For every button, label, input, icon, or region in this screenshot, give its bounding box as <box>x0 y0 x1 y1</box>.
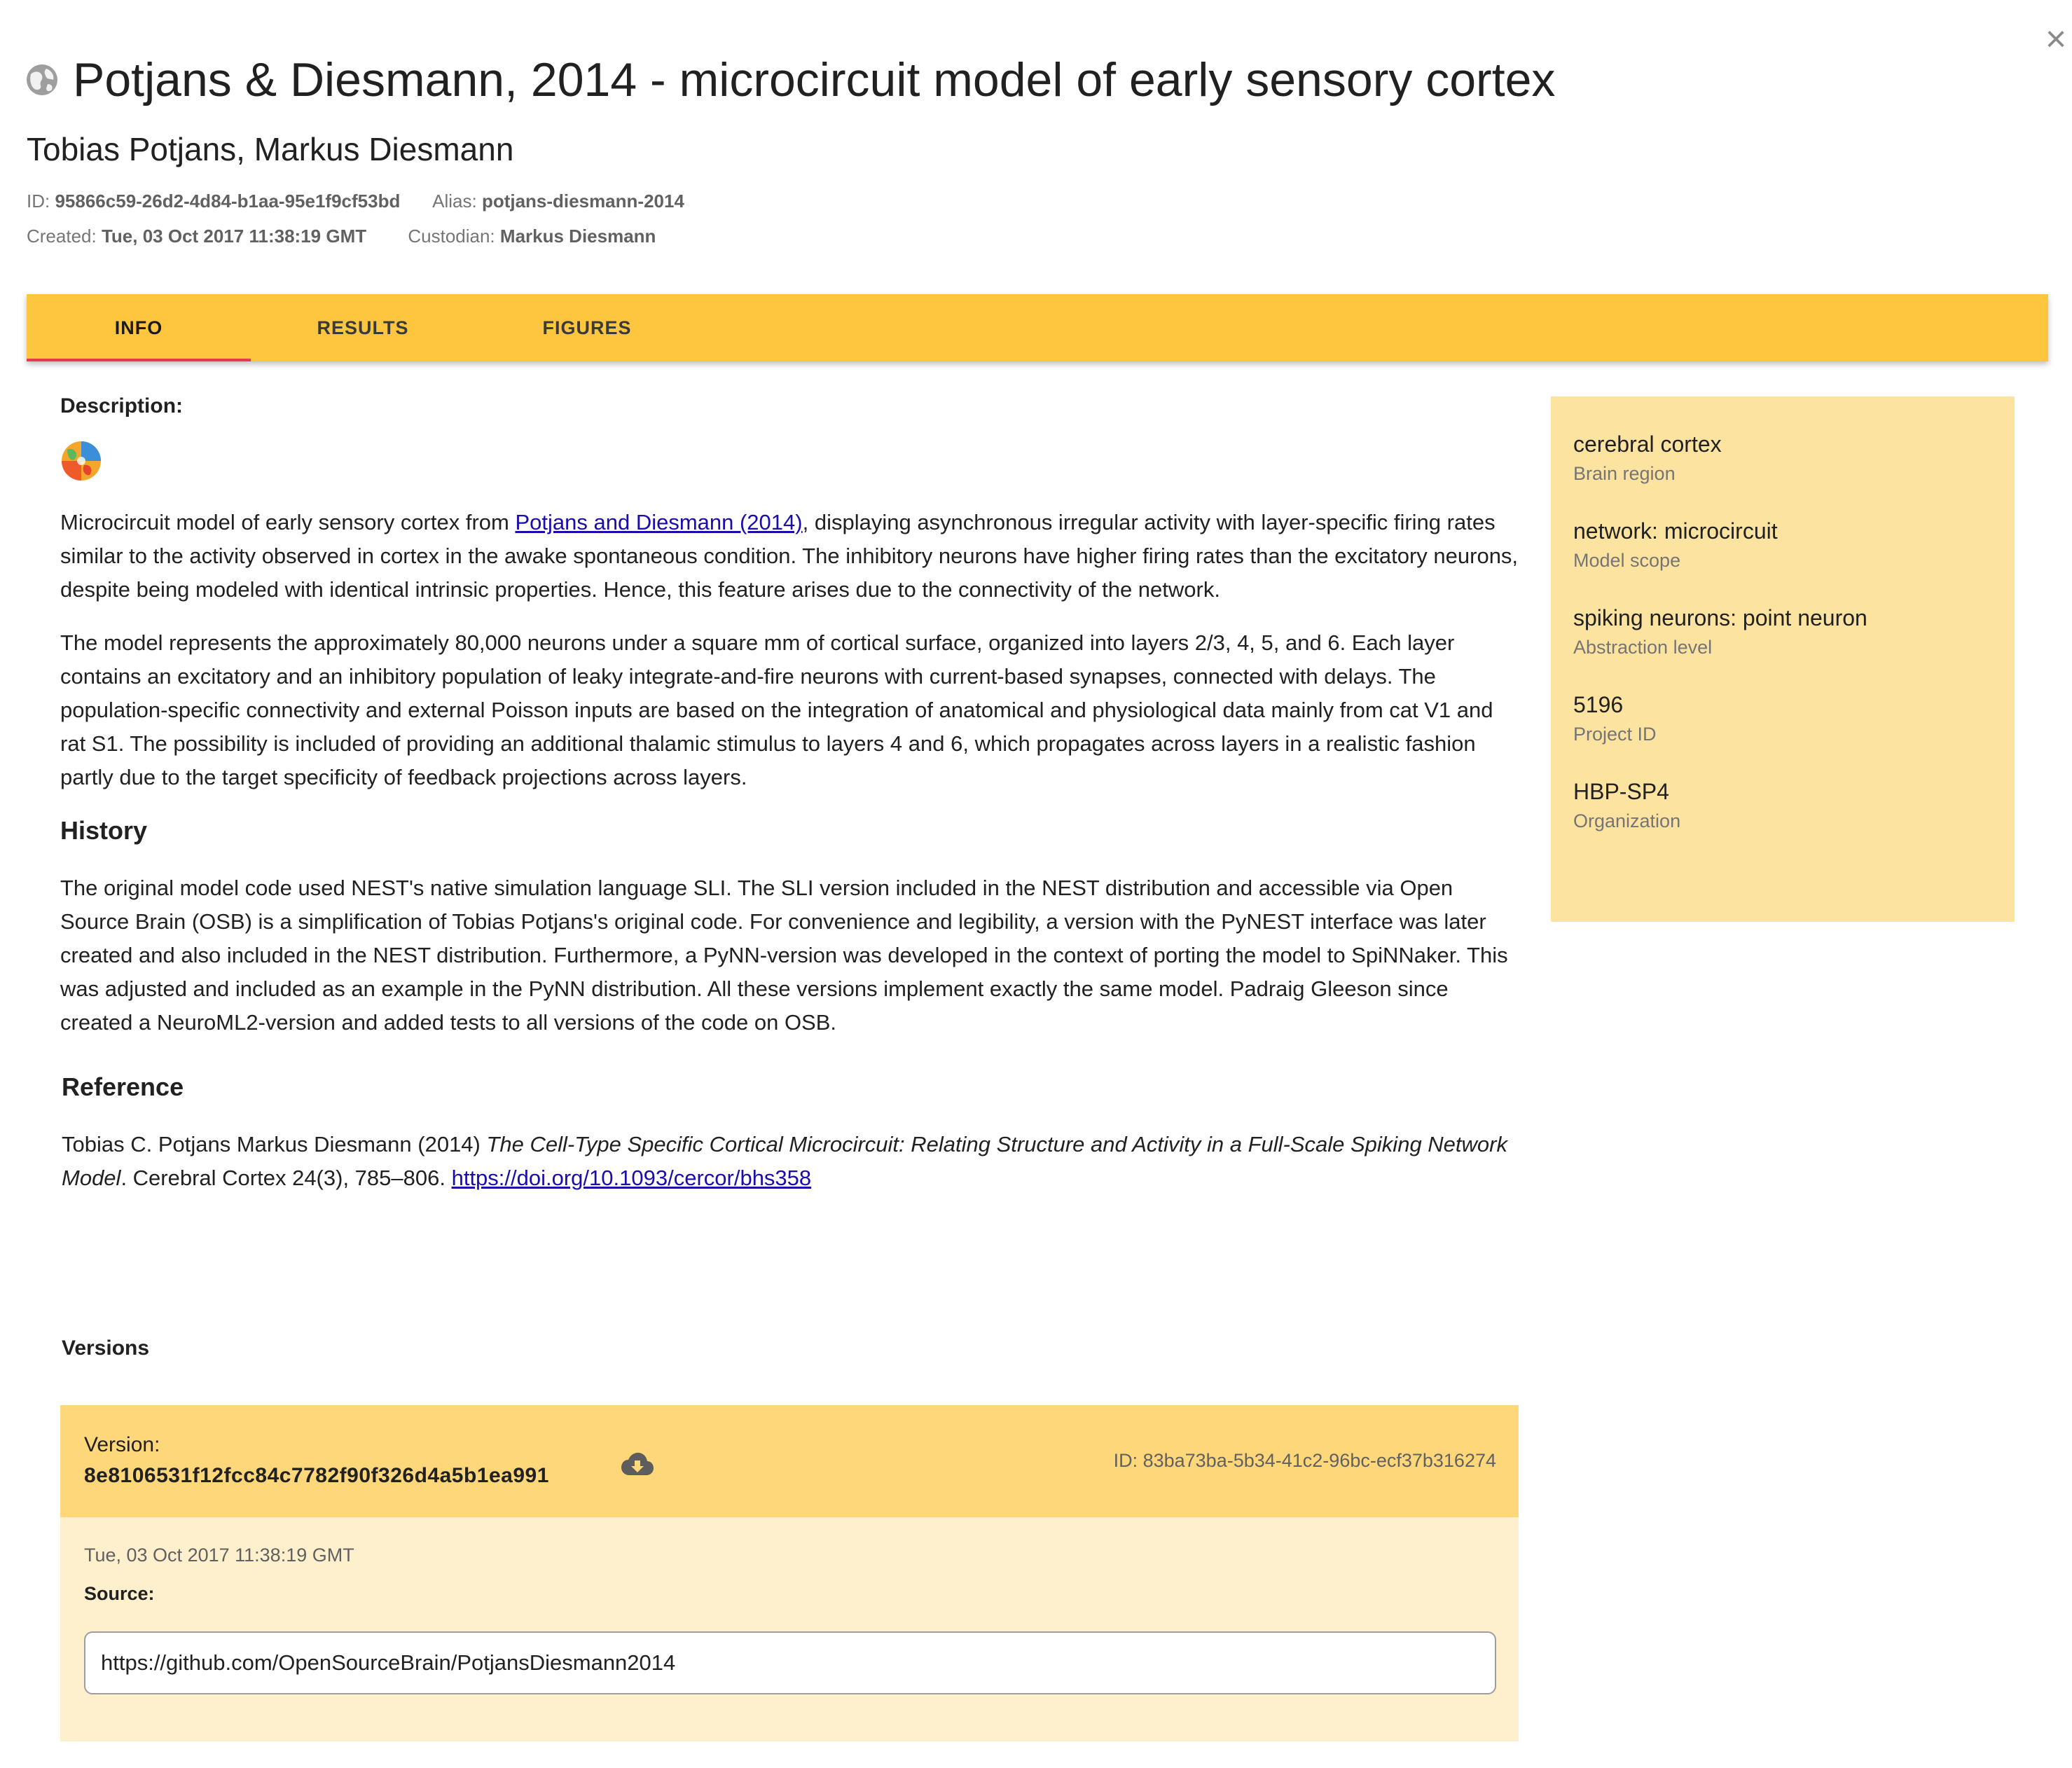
para1-text-end: , displaying asynchronous irregular activity with layer-specific firing rates similar to the activity observed in cortex in the awake spontaneous condition. The inhibitory neurons have higher firing rates than the excitatory neurons, despite being modeled with identical intrinsic properties. Hence, this feature arises due to the connectivity of the network. <box>60 510 1519 602</box>
keyword-value: network: microcircuit <box>1573 518 1778 544</box>
version-hash: 8e8106531f12fcc84c7782f90f326d4a5b1ea991 <box>84 1464 549 1487</box>
tab-info[interactable]: INFO <box>27 294 251 361</box>
alias-value: potjans-diesmann-2014 <box>481 191 684 212</box>
history-paragraph: The original model code used NEST's native simulation language SLI. The SLI version included in the NEST distribution and accessible via Open Source Brain (OSB) is a simplification of Tobias Potjans's original code. For convenience and legibility, a version with the PyNEST interface was later created and also included in the NEST distribution. Furthermore, a PyNN-version was developed in the context of porting the model to SpiNNaker. This was adjusted and included as an example in the PyNN distribution. All these versions implement exactly the same model. Padraig Gleeson since created a NeuroML2-version and added tests to all versions of the code on OSB. <box>60 876 1508 1035</box>
version-details <box>60 1517 1519 1741</box>
keyword-project-id <box>1573 689 1992 748</box>
para1-text-start: Microcircuit model of early sensory cortex from <box>60 510 516 534</box>
description-paragraph-1 <box>60 506 1521 607</box>
reference-paragraph <box>62 1128 1521 1195</box>
project-logo-icon <box>60 440 102 482</box>
history-heading: History <box>60 816 148 845</box>
keyword-value: spiking neurons: point neuron <box>1573 605 1867 630</box>
created-label: Created: <box>27 226 97 247</box>
version-id: ID: 83ba73ba-5b34-41c2-96bc-ecf37b316274 <box>1113 1450 1496 1471</box>
keyword-label: Abstraction level <box>1573 637 1713 658</box>
keyword-abstraction-level <box>1573 602 1992 661</box>
version-header[interactable] <box>60 1405 1519 1517</box>
id-value: 95866c59-26d2-4d84-b1aa-95e1f9cf53bd <box>55 191 401 212</box>
cloud-download-icon[interactable] <box>621 1451 654 1477</box>
keyword-label: Brain region <box>1573 463 1676 484</box>
ref-authors: Tobias C. Potjans Markus Diesmann (2014) <box>62 1132 487 1156</box>
keyword-label: Organization <box>1573 810 1681 831</box>
reference-heading: Reference <box>62 1072 184 1101</box>
versions-heading: Versions <box>62 1337 150 1360</box>
page-title: Potjans & Diesmann, 2014 - microcircuit model of early sensory cortex <box>73 53 1556 106</box>
close-icon[interactable]: × <box>2045 19 2067 60</box>
ref-title: The Cell-Type Specific Cortical Microcircuit: Relating Structure and Activity in a Full-Scale Spiking Network Model <box>62 1132 1507 1190</box>
tab-figures[interactable]: FIGURES <box>542 317 632 338</box>
custodian-label: Custodian: <box>408 226 495 247</box>
version-date: Tue, 03 Oct 2017 11:38:19 GMT <box>84 1545 354 1566</box>
meta-row-1 <box>27 184 2030 219</box>
keyword-label: Model scope <box>1573 550 1681 571</box>
keywords-panel <box>1551 396 2015 922</box>
meta-info <box>27 184 2030 254</box>
keyword-brain-region <box>1573 429 1992 488</box>
keyword-model-scope <box>1573 516 1992 574</box>
authors: Tobias Potjans, Markus Diesmann <box>27 131 514 167</box>
keyword-value: cerebral cortex <box>1573 431 1722 457</box>
meta-row-2 <box>27 219 2030 254</box>
alias-label: Alias: <box>432 191 477 212</box>
description-paragraph-2: The model represents the approximately 80,000 neurons under a square mm of cortical surface, organized into layers 2/3, 4, 5, and 6. Each layer contains an excitatory and an inhibitory population of leaky integrate-and-fire neurons with current-based synapses, connected with delays. The population-specific connectivity and external Poisson inputs are based on the integration of anatomical and physiological data mainly from cat V1 and rat S1. The possibility is included of providing an additional thalamic stimulus to layers 4 and 6, which propagates across layers in a realistic fashion partly due to the target specificity of feedback projections across layers. <box>60 630 1493 789</box>
potjans-diesmann-link[interactable]: Potjans and Diesmann (2014) <box>515 510 803 534</box>
keyword-organization <box>1573 776 1992 835</box>
keyword-value: HBP-SP4 <box>1573 779 1669 804</box>
description-label: Description: <box>60 394 184 417</box>
source-label: Source: <box>84 1583 155 1604</box>
tab-bar <box>27 294 2048 361</box>
ref-journal: . Cerebral Cortex 24(3), 785–806. <box>120 1166 452 1190</box>
public-globe-icon <box>27 64 57 95</box>
main-content <box>60 389 1521 1215</box>
source-field[interactable]: https://github.com/OpenSourceBrain/PotjansDiesmann2014 <box>84 1631 1496 1694</box>
doi-link[interactable]: https://doi.org/10.1093/cercor/bhs358 <box>451 1166 812 1190</box>
version-label: Version: <box>84 1433 160 1456</box>
tab-results[interactable]: RESULTS <box>317 317 409 338</box>
created-value: Tue, 03 Oct 2017 11:38:19 GMT <box>101 226 367 247</box>
model-header <box>27 50 2030 254</box>
keyword-label: Project ID <box>1573 724 1657 745</box>
id-label: ID: <box>27 191 50 212</box>
keyword-value: 5196 <box>1573 692 1624 717</box>
title-row <box>27 50 2030 109</box>
custodian-value: Markus Diesmann <box>499 226 656 247</box>
